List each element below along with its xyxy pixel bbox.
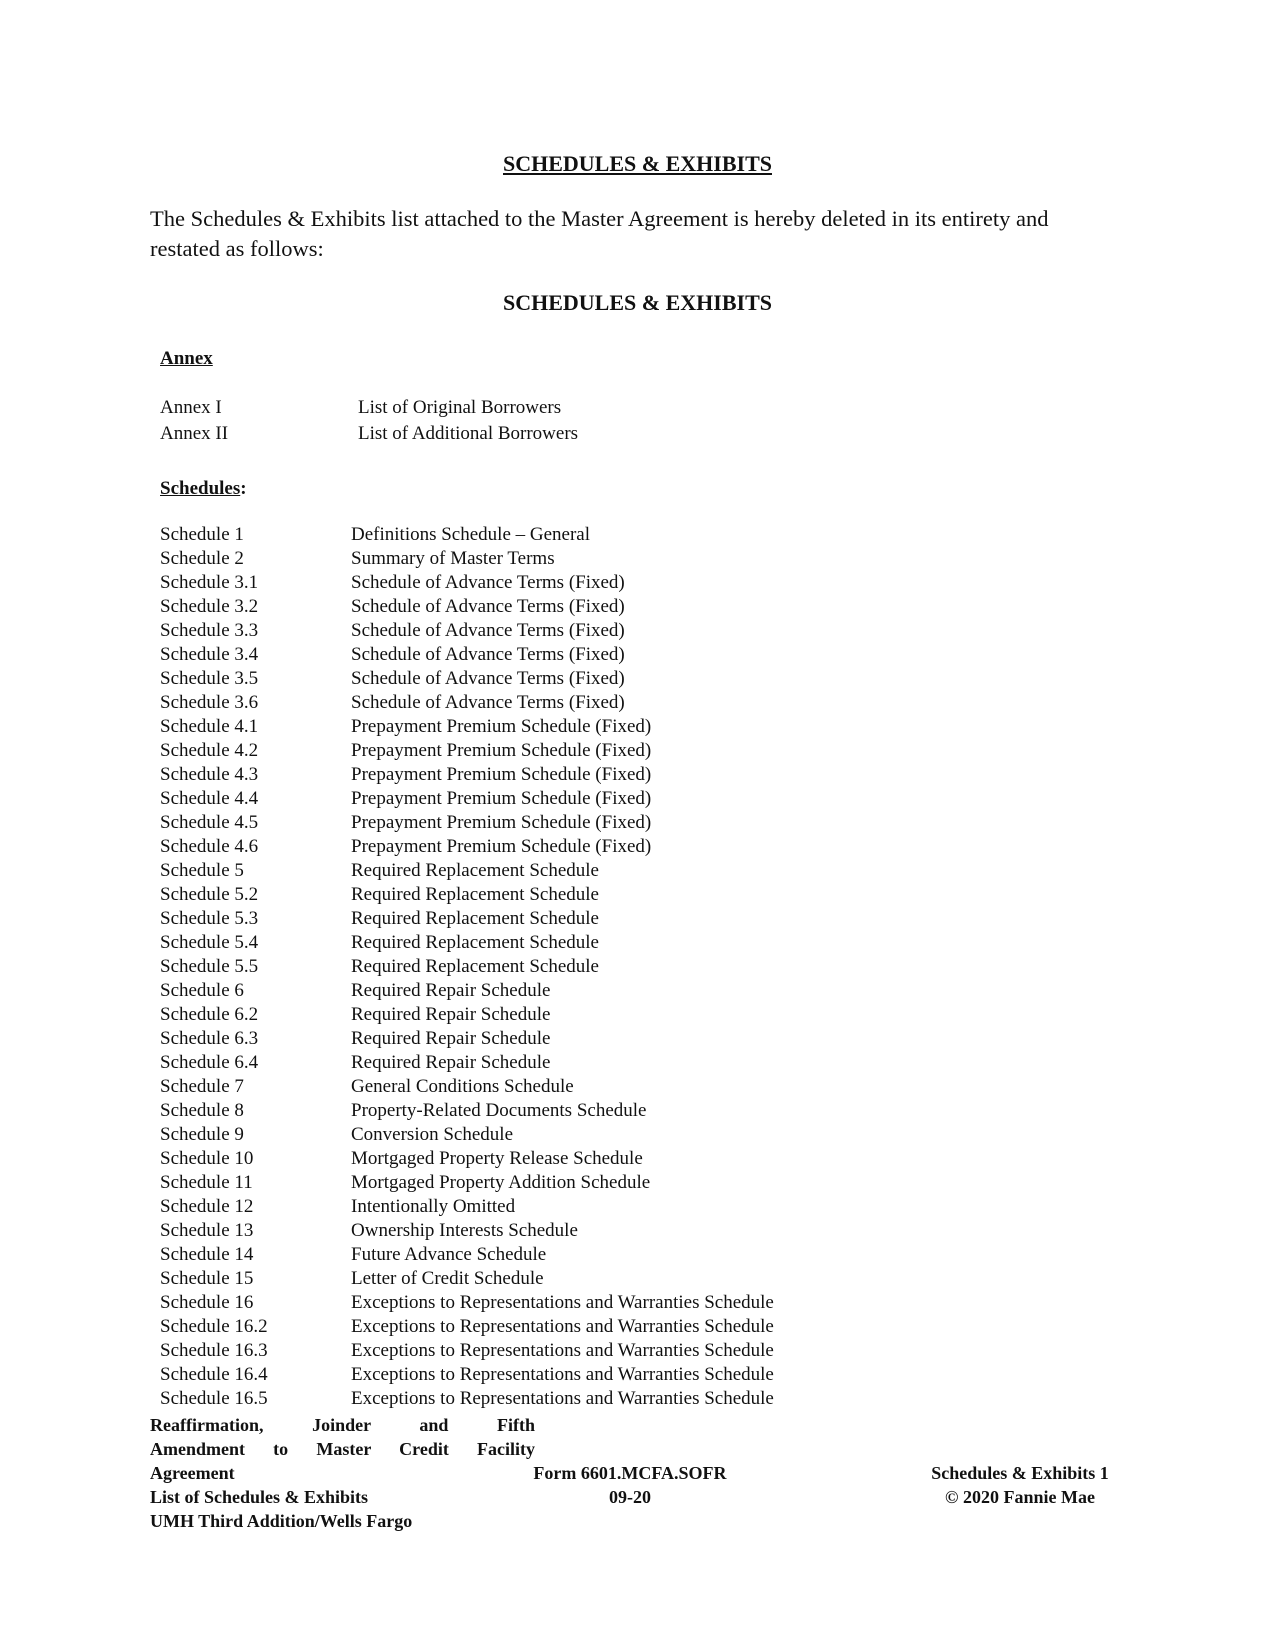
schedule-desc: Exceptions to Representations and Warranties Schedule bbox=[351, 1292, 774, 1313]
intro-paragraph: The Schedules & Exhibits list attached to the Master Agreement is hereby deleted in its entirety and restated as follows: bbox=[150, 206, 1049, 261]
schedule-desc: Required Replacement Schedule bbox=[351, 908, 599, 929]
schedule-id: Schedule 16 bbox=[160, 1292, 254, 1313]
list-item bbox=[160, 1003, 774, 1027]
schedule-desc: Required Replacement Schedule bbox=[351, 884, 599, 905]
schedule-desc: Exceptions to Representations and Warranties Schedule bbox=[351, 1364, 774, 1385]
schedules-heading bbox=[160, 478, 247, 500]
schedule-desc: Schedule of Advance Terms (Fixed) bbox=[351, 668, 625, 689]
list-item bbox=[160, 1195, 774, 1219]
schedule-id: Schedule 16.3 bbox=[160, 1340, 268, 1361]
list-item bbox=[160, 1219, 774, 1243]
list-item bbox=[160, 1315, 774, 1339]
list-item bbox=[160, 955, 774, 979]
schedule-id: Schedule 3.3 bbox=[160, 620, 259, 641]
annex-heading bbox=[160, 348, 213, 370]
schedule-id: Schedule 5.3 bbox=[160, 908, 259, 929]
list-item bbox=[160, 571, 774, 595]
schedule-id: Schedule 8 bbox=[160, 1100, 244, 1121]
schedules-heading-colon: : bbox=[240, 478, 247, 499]
schedule-id: Schedule 5 bbox=[160, 860, 244, 881]
schedule-desc: Required Replacement Schedule bbox=[351, 956, 599, 977]
page-title: SCHEDULES & EXHIBITS bbox=[503, 151, 772, 176]
list-item bbox=[160, 547, 774, 571]
schedule-desc: Required Repair Schedule bbox=[351, 980, 551, 1001]
schedule-desc: Mortgaged Property Addition Schedule bbox=[351, 1172, 651, 1193]
list-item bbox=[160, 715, 774, 739]
schedule-id: Schedule 9 bbox=[160, 1124, 244, 1145]
schedule-desc: Exceptions to Representations and Warranties Schedule bbox=[351, 1316, 774, 1337]
schedule-desc: Mortgaged Property Release Schedule bbox=[351, 1148, 643, 1169]
schedule-desc: Schedule of Advance Terms (Fixed) bbox=[351, 620, 625, 641]
schedule-list bbox=[160, 523, 774, 1411]
schedule-desc: Property-Related Documents Schedule bbox=[351, 1100, 647, 1121]
schedule-desc: Prepayment Premium Schedule (Fixed) bbox=[351, 740, 652, 761]
annex-desc: List of Original Borrowers bbox=[358, 397, 562, 418]
schedule-id: Schedule 1 bbox=[160, 524, 244, 545]
list-item bbox=[160, 835, 774, 859]
list-item bbox=[160, 1243, 774, 1267]
schedules-heading-label: Schedules bbox=[160, 478, 241, 499]
schedule-id: Schedule 3.2 bbox=[160, 596, 259, 617]
list-item bbox=[160, 1051, 774, 1075]
form-date: 09-20 bbox=[609, 1487, 651, 1507]
schedule-id: Schedule 11 bbox=[160, 1172, 253, 1193]
schedule-desc: Prepayment Premium Schedule (Fixed) bbox=[351, 716, 652, 737]
schedule-id: Schedule 3.1 bbox=[160, 572, 259, 593]
schedule-id: Schedule 2 bbox=[160, 548, 244, 569]
footer-line: Agreement bbox=[150, 1463, 235, 1483]
annex-list bbox=[160, 395, 578, 447]
schedule-desc: Required Repair Schedule bbox=[351, 1052, 551, 1073]
form-number: Form 6601.MCFA.SOFR bbox=[533, 1463, 727, 1483]
schedule-desc: General Conditions Schedule bbox=[351, 1076, 574, 1097]
schedule-id: Schedule 3.5 bbox=[160, 668, 259, 689]
list-item bbox=[160, 421, 578, 447]
schedule-id: Schedule 6.2 bbox=[160, 1004, 259, 1025]
schedule-desc: Ownership Interests Schedule bbox=[351, 1220, 578, 1241]
footer-line: Amendment to Master Credit Facility bbox=[150, 1439, 535, 1459]
schedule-id: Schedule 3.6 bbox=[160, 692, 259, 713]
list-item bbox=[160, 1363, 774, 1387]
footer-form-info bbox=[520, 1461, 740, 1509]
schedule-desc: Required Replacement Schedule bbox=[351, 860, 599, 881]
page-footer bbox=[150, 1413, 1140, 1531]
schedule-id: Schedule 15 bbox=[160, 1268, 254, 1289]
schedule-desc: Letter of Credit Schedule bbox=[351, 1268, 544, 1289]
schedule-id: Schedule 6.4 bbox=[160, 1052, 259, 1073]
schedule-id: Schedule 16.2 bbox=[160, 1316, 268, 1337]
schedule-desc: Schedule of Advance Terms (Fixed) bbox=[351, 692, 625, 713]
schedule-desc: Definitions Schedule – General bbox=[351, 524, 591, 545]
schedule-desc: Conversion Schedule bbox=[351, 1124, 514, 1145]
list-item bbox=[160, 643, 774, 667]
list-item bbox=[160, 1339, 774, 1363]
schedule-desc: Required Repair Schedule bbox=[351, 1028, 551, 1049]
list-item bbox=[160, 595, 774, 619]
annex-heading-label: Annex bbox=[160, 348, 213, 369]
schedule-desc: Required Replacement Schedule bbox=[351, 932, 599, 953]
list-item bbox=[160, 1123, 774, 1147]
schedule-desc: Prepayment Premium Schedule (Fixed) bbox=[351, 788, 652, 809]
list-item bbox=[160, 1075, 774, 1099]
schedule-desc: Schedule of Advance Terms (Fixed) bbox=[351, 572, 625, 593]
schedule-desc: Future Advance Schedule bbox=[351, 1244, 547, 1265]
list-item bbox=[160, 1267, 774, 1291]
schedule-desc: Prepayment Premium Schedule (Fixed) bbox=[351, 764, 652, 785]
schedule-id: Schedule 6.3 bbox=[160, 1028, 259, 1049]
list-item bbox=[160, 667, 774, 691]
schedule-id: Schedule 16.4 bbox=[160, 1364, 268, 1385]
schedule-desc: Schedule of Advance Terms (Fixed) bbox=[351, 644, 625, 665]
footer-page-info bbox=[900, 1461, 1140, 1509]
schedule-id: Schedule 4.4 bbox=[160, 788, 259, 809]
footer-line: UMH Third Addition/Wells Fargo bbox=[150, 1511, 413, 1531]
list-item bbox=[160, 907, 774, 931]
annex-id: Annex II bbox=[160, 423, 229, 444]
list-item bbox=[160, 1147, 774, 1171]
schedule-id: Schedule 5.4 bbox=[160, 932, 259, 953]
schedule-id: Schedule 12 bbox=[160, 1196, 254, 1217]
schedule-desc: Prepayment Premium Schedule (Fixed) bbox=[351, 836, 652, 857]
list-item bbox=[160, 523, 774, 547]
annex-desc: List of Additional Borrowers bbox=[358, 423, 579, 444]
footer-document-title bbox=[150, 1413, 535, 1533]
footer-line: List of Schedules & Exhibits bbox=[150, 1487, 369, 1507]
schedule-desc: Exceptions to Representations and Warranties Schedule bbox=[351, 1340, 774, 1361]
list-item bbox=[160, 1027, 774, 1051]
schedule-desc: Required Repair Schedule bbox=[351, 1004, 551, 1025]
list-title: SCHEDULES & EXHIBITS bbox=[503, 290, 772, 315]
schedule-id: Schedule 3.4 bbox=[160, 644, 259, 665]
schedule-id: Schedule 4.6 bbox=[160, 836, 259, 857]
annex-id: Annex I bbox=[160, 397, 222, 418]
schedule-id: Schedule 10 bbox=[160, 1148, 254, 1169]
copyright: © 2020 Fannie Mae bbox=[945, 1487, 1095, 1507]
schedule-desc: Prepayment Premium Schedule (Fixed) bbox=[351, 812, 652, 833]
schedule-desc: Exceptions to Representations and Warranties Schedule bbox=[351, 1388, 774, 1409]
schedule-desc: Schedule of Advance Terms (Fixed) bbox=[351, 596, 625, 617]
list-item bbox=[160, 1171, 774, 1195]
list-item bbox=[160, 1387, 774, 1411]
list-item bbox=[160, 787, 774, 811]
schedule-id: Schedule 13 bbox=[160, 1220, 254, 1241]
list-item bbox=[160, 979, 774, 1003]
schedule-id: Schedule 4.1 bbox=[160, 716, 259, 737]
list-item bbox=[160, 1291, 774, 1315]
schedule-id: Schedule 4.2 bbox=[160, 740, 259, 761]
schedule-id: Schedule 4.3 bbox=[160, 764, 259, 785]
footer-line: Reaffirmation, Joinder and Fifth bbox=[150, 1415, 535, 1435]
list-item bbox=[160, 883, 774, 907]
schedule-id: Schedule 5.5 bbox=[160, 956, 259, 977]
schedule-id: Schedule 6 bbox=[160, 980, 244, 1001]
schedule-id: Schedule 16.5 bbox=[160, 1388, 268, 1409]
schedule-id: Schedule 4.5 bbox=[160, 812, 259, 833]
schedule-id: Schedule 5.2 bbox=[160, 884, 259, 905]
list-item bbox=[160, 1099, 774, 1123]
list-item bbox=[160, 395, 578, 421]
list-item bbox=[160, 811, 774, 835]
list-item bbox=[160, 859, 774, 883]
schedule-desc: Summary of Master Terms bbox=[351, 548, 555, 569]
list-item bbox=[160, 763, 774, 787]
list-item bbox=[160, 691, 774, 715]
schedule-id: Schedule 7 bbox=[160, 1076, 244, 1097]
schedule-desc: Intentionally Omitted bbox=[351, 1196, 516, 1217]
page-label: Schedules & Exhibits 1 bbox=[931, 1463, 1109, 1483]
list-item bbox=[160, 739, 774, 763]
list-item bbox=[160, 619, 774, 643]
list-item bbox=[160, 931, 774, 955]
schedule-id: Schedule 14 bbox=[160, 1244, 254, 1265]
